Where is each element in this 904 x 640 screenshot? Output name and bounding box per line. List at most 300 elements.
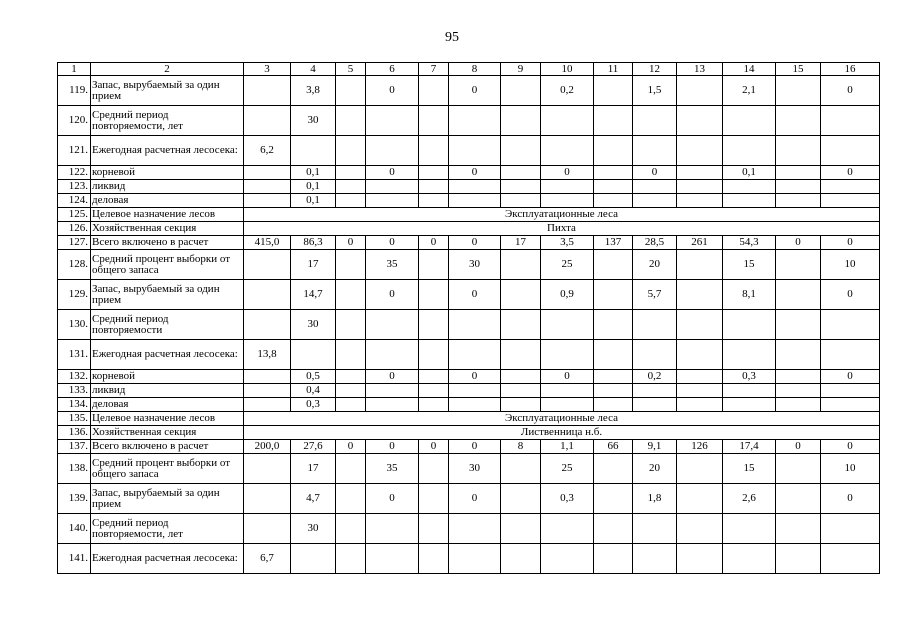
table-cell — [419, 310, 449, 340]
table-cell — [821, 136, 880, 166]
table-cell — [449, 180, 501, 194]
table-cell — [244, 310, 291, 340]
table-cell — [366, 544, 419, 574]
table-cell — [723, 106, 776, 136]
table-cell: 0,5 — [291, 370, 336, 384]
column-header: 10 — [541, 63, 594, 76]
table-cell — [677, 484, 723, 514]
table-cell: 1,1 — [541, 440, 594, 454]
column-header: 8 — [449, 63, 501, 76]
table-cell — [776, 370, 821, 384]
table-cell: 200,0 — [244, 440, 291, 454]
table-cell: 0 — [821, 236, 880, 250]
table-cell: 5,7 — [633, 280, 677, 310]
table-cell: 0 — [449, 370, 501, 384]
table-cell — [336, 384, 366, 398]
table-cell — [366, 136, 419, 166]
row-number: 136. — [58, 426, 91, 440]
row-label: ликвид — [91, 180, 244, 194]
table-cell: 0 — [541, 370, 594, 384]
table-cell — [677, 194, 723, 208]
table-cell — [723, 180, 776, 194]
table-cell: 0 — [336, 440, 366, 454]
table-cell — [366, 310, 419, 340]
table-row — [58, 544, 880, 574]
table-cell — [594, 166, 633, 180]
table-cell — [541, 544, 594, 574]
table-cell — [541, 106, 594, 136]
table-cell — [419, 398, 449, 412]
section-title: Лиственница н.б. — [244, 426, 880, 440]
table-cell — [594, 180, 633, 194]
table-cell — [541, 310, 594, 340]
table-cell — [541, 384, 594, 398]
table-cell: 0,1 — [291, 166, 336, 180]
table-cell: 17 — [291, 454, 336, 484]
row-label: Запас, вырубаемый за один прием — [91, 484, 244, 514]
table-cell — [677, 370, 723, 384]
row-number: 120. — [58, 106, 91, 136]
table-cell: 0,3 — [541, 484, 594, 514]
table-cell: 15 — [723, 250, 776, 280]
page-number: 95 — [445, 30, 459, 45]
table-cell — [821, 310, 880, 340]
table-cell: 0 — [821, 76, 880, 106]
table-cell — [594, 194, 633, 208]
column-header: 13 — [677, 63, 723, 76]
table-header-row — [58, 63, 880, 76]
table-cell — [244, 194, 291, 208]
table-cell — [244, 166, 291, 180]
section-title: Пихта — [244, 222, 880, 236]
row-number: 121. — [58, 136, 91, 166]
table-cell: 17 — [291, 250, 336, 280]
table-cell — [677, 136, 723, 166]
column-header: 9 — [501, 63, 541, 76]
table-row — [58, 514, 880, 544]
table-cell: 86,3 — [291, 236, 336, 250]
column-header: 3 — [244, 63, 291, 76]
table-row — [58, 106, 880, 136]
table-cell — [776, 106, 821, 136]
table-cell — [594, 544, 633, 574]
row-number: 130. — [58, 310, 91, 340]
table-cell: 0,9 — [541, 280, 594, 310]
table-row — [58, 370, 880, 384]
table-row — [58, 398, 880, 412]
table-cell — [291, 340, 336, 370]
table-row — [58, 412, 880, 426]
table-cell: 6,2 — [244, 136, 291, 166]
row-number: 126. — [58, 222, 91, 236]
table-cell: 0,3 — [291, 398, 336, 412]
table-cell — [419, 544, 449, 574]
table-cell — [501, 280, 541, 310]
column-header: 14 — [723, 63, 776, 76]
table-cell: 10 — [821, 454, 880, 484]
table-cell — [291, 544, 336, 574]
table-row — [58, 310, 880, 340]
table-cell — [244, 250, 291, 280]
table-cell: 0 — [541, 166, 594, 180]
table-cell: 0,2 — [541, 76, 594, 106]
row-number: 135. — [58, 412, 91, 426]
table-cell — [677, 340, 723, 370]
column-header: 12 — [633, 63, 677, 76]
table-cell: 0,4 — [291, 384, 336, 398]
table-cell — [449, 398, 501, 412]
table-cell — [723, 514, 776, 544]
table-cell — [244, 370, 291, 384]
table-cell: 126 — [677, 440, 723, 454]
table-cell — [501, 310, 541, 340]
table-cell — [244, 106, 291, 136]
table-cell — [419, 166, 449, 180]
table-cell — [501, 180, 541, 194]
table-cell — [419, 250, 449, 280]
table-cell — [821, 106, 880, 136]
table-cell — [723, 384, 776, 398]
table-cell — [244, 454, 291, 484]
table-cell — [244, 76, 291, 106]
table-cell — [594, 398, 633, 412]
table-cell: 30 — [449, 250, 501, 280]
table-cell — [244, 280, 291, 310]
table-cell — [776, 514, 821, 544]
table-cell — [776, 454, 821, 484]
table-cell: 0 — [633, 166, 677, 180]
table-cell: 25 — [541, 454, 594, 484]
table-cell: 0 — [366, 280, 419, 310]
row-number: 122. — [58, 166, 91, 180]
row-label: Средний процент выборки от общего запаса — [91, 454, 244, 484]
row-label: деловая — [91, 398, 244, 412]
table-cell — [336, 484, 366, 514]
row-number: 127. — [58, 236, 91, 250]
table-cell — [336, 280, 366, 310]
table-cell: 10 — [821, 250, 880, 280]
table-cell — [336, 136, 366, 166]
row-label: деловая — [91, 194, 244, 208]
table-cell — [633, 310, 677, 340]
table-cell: 14,7 — [291, 280, 336, 310]
column-header: 7 — [419, 63, 449, 76]
table-cell — [594, 106, 633, 136]
table-cell — [449, 384, 501, 398]
row-number: 133. — [58, 384, 91, 398]
table-cell — [677, 310, 723, 340]
table-cell: 35 — [366, 454, 419, 484]
table-cell — [336, 250, 366, 280]
table-cell — [633, 180, 677, 194]
table-cell: 54,3 — [723, 236, 776, 250]
row-number: 128. — [58, 250, 91, 280]
table-cell — [776, 194, 821, 208]
row-label: Ежегодная расчетная лесосека: — [91, 544, 244, 574]
table-cell: 0 — [366, 370, 419, 384]
table-row — [58, 280, 880, 310]
table-cell: 35 — [366, 250, 419, 280]
table-cell: 0,3 — [723, 370, 776, 384]
table-cell — [419, 106, 449, 136]
table-cell: 0 — [449, 484, 501, 514]
row-number: 124. — [58, 194, 91, 208]
row-label: корневой — [91, 166, 244, 180]
table-cell: 30 — [291, 310, 336, 340]
table-cell: 17,4 — [723, 440, 776, 454]
table-cell: 0 — [366, 166, 419, 180]
table-cell — [419, 340, 449, 370]
table-cell — [541, 194, 594, 208]
table-cell — [541, 180, 594, 194]
table-cell — [821, 384, 880, 398]
table-cell — [776, 340, 821, 370]
table-cell — [677, 544, 723, 574]
table-cell — [419, 484, 449, 514]
table-cell: 1,5 — [633, 76, 677, 106]
table-cell — [336, 106, 366, 136]
row-label: Запас, вырубаемый за один прием — [91, 76, 244, 106]
table-cell — [501, 398, 541, 412]
table-cell — [336, 370, 366, 384]
table-cell — [366, 194, 419, 208]
table-row — [58, 76, 880, 106]
table-cell — [821, 398, 880, 412]
table-cell — [541, 136, 594, 166]
row-label: Средний процент выборки от общего запаса — [91, 250, 244, 280]
table-cell — [677, 180, 723, 194]
table-cell — [501, 514, 541, 544]
table-cell — [449, 194, 501, 208]
table-cell: 0 — [449, 166, 501, 180]
row-label: Ежегодная расчетная лесосека: — [91, 340, 244, 370]
table-cell — [336, 166, 366, 180]
table-cell — [501, 194, 541, 208]
table-cell — [419, 180, 449, 194]
row-number: 119. — [58, 76, 91, 106]
table-cell: 1,8 — [633, 484, 677, 514]
table-row — [58, 136, 880, 166]
table-cell — [633, 340, 677, 370]
table-cell — [776, 166, 821, 180]
row-label: Всего включено в расчет — [91, 440, 244, 454]
table-cell — [336, 194, 366, 208]
forest-table — [57, 62, 880, 574]
table-cell: 30 — [291, 106, 336, 136]
table-cell: 8 — [501, 440, 541, 454]
table-cell — [336, 76, 366, 106]
table-cell: 0 — [821, 370, 880, 384]
table-cell: 3,8 — [291, 76, 336, 106]
table-cell — [633, 384, 677, 398]
row-label: Хозяйственная секция — [91, 426, 244, 440]
table-row — [58, 222, 880, 236]
row-label: Средний период повторяемости — [91, 310, 244, 340]
table-row — [58, 194, 880, 208]
table-cell — [501, 136, 541, 166]
table-cell — [594, 250, 633, 280]
table-cell — [336, 180, 366, 194]
table-cell — [633, 398, 677, 412]
row-number: 123. — [58, 180, 91, 194]
table-cell — [336, 398, 366, 412]
table-cell — [419, 136, 449, 166]
table-cell — [594, 454, 633, 484]
table-cell — [244, 398, 291, 412]
table-cell — [449, 544, 501, 574]
table-cell: 13,8 — [244, 340, 291, 370]
table-cell — [776, 310, 821, 340]
table-cell — [677, 454, 723, 484]
table-cell — [821, 180, 880, 194]
section-title: Эксплуатационные леса — [244, 412, 880, 426]
table-cell — [501, 106, 541, 136]
table-cell: 0 — [776, 440, 821, 454]
row-label: ликвид — [91, 384, 244, 398]
table-cell — [594, 514, 633, 544]
table-cell: 0 — [419, 236, 449, 250]
table-cell — [449, 514, 501, 544]
table-cell — [776, 250, 821, 280]
table-cell — [336, 310, 366, 340]
table-cell — [244, 484, 291, 514]
table-cell — [501, 76, 541, 106]
row-number: 138. — [58, 454, 91, 484]
table-cell — [633, 194, 677, 208]
table-cell — [419, 370, 449, 384]
table-cell — [366, 340, 419, 370]
row-label: Средний период повторяемости, лет — [91, 106, 244, 136]
table-row — [58, 250, 880, 280]
row-label: Целевое назначение лесов — [91, 208, 244, 222]
table-cell: 8,1 — [723, 280, 776, 310]
table-cell — [501, 384, 541, 398]
table-cell — [776, 544, 821, 574]
table-cell — [677, 250, 723, 280]
table-cell: 4,7 — [291, 484, 336, 514]
table-row — [58, 166, 880, 180]
table-cell — [821, 194, 880, 208]
table-cell — [541, 340, 594, 370]
table-cell — [419, 514, 449, 544]
table-cell — [449, 340, 501, 370]
table-cell — [633, 544, 677, 574]
table-cell — [723, 340, 776, 370]
table-cell: 0 — [366, 236, 419, 250]
table-cell — [776, 280, 821, 310]
row-label: Всего включено в расчет — [91, 236, 244, 250]
column-header: 11 — [594, 63, 633, 76]
row-label: Целевое назначение лесов — [91, 412, 244, 426]
table-cell: 15 — [723, 454, 776, 484]
table-cell: 30 — [291, 514, 336, 544]
column-header: 4 — [291, 63, 336, 76]
row-label: Средний период повторяемости, лет — [91, 514, 244, 544]
column-header: 6 — [366, 63, 419, 76]
table-cell — [336, 454, 366, 484]
table-cell — [594, 484, 633, 514]
table-cell: 0 — [821, 440, 880, 454]
table-cell: 0 — [336, 236, 366, 250]
table-cell — [723, 310, 776, 340]
table-cell — [336, 544, 366, 574]
table-cell — [821, 514, 880, 544]
table-cell — [776, 398, 821, 412]
table-cell — [776, 180, 821, 194]
table-cell: 0,1 — [291, 194, 336, 208]
table-cell — [723, 398, 776, 412]
table-cell — [723, 136, 776, 166]
table-cell — [594, 76, 633, 106]
table-cell: 0 — [449, 236, 501, 250]
table-cell: 0 — [449, 440, 501, 454]
table-cell — [501, 484, 541, 514]
table-cell: 0,1 — [723, 166, 776, 180]
column-header: 15 — [776, 63, 821, 76]
row-number: 132. — [58, 370, 91, 384]
table-cell — [366, 384, 419, 398]
row-number: 125. — [58, 208, 91, 222]
table-cell: 9,1 — [633, 440, 677, 454]
table-cell: 17 — [501, 236, 541, 250]
table-row — [58, 340, 880, 370]
table-cell — [366, 180, 419, 194]
row-number: 140. — [58, 514, 91, 544]
table-cell: 0 — [419, 440, 449, 454]
table-cell: 25 — [541, 250, 594, 280]
section-title: Эксплуатационные леса — [244, 208, 880, 222]
table-row — [58, 180, 880, 194]
table-cell — [501, 340, 541, 370]
table-cell: 0 — [449, 76, 501, 106]
table-cell: 0 — [366, 440, 419, 454]
table-cell: 415,0 — [244, 236, 291, 250]
column-header: 1 — [58, 63, 91, 76]
table-cell — [419, 280, 449, 310]
table-cell: 30 — [449, 454, 501, 484]
table-cell — [677, 280, 723, 310]
row-label: Хозяйственная секция — [91, 222, 244, 236]
row-number: 139. — [58, 484, 91, 514]
table-cell: 2,6 — [723, 484, 776, 514]
table-cell: 3,5 — [541, 236, 594, 250]
table-cell — [633, 514, 677, 544]
table-body — [58, 76, 880, 574]
table-cell — [419, 454, 449, 484]
table-cell — [449, 310, 501, 340]
table-cell — [776, 136, 821, 166]
table-cell — [677, 384, 723, 398]
table-row — [58, 236, 880, 250]
table-cell — [366, 514, 419, 544]
table-cell: 261 — [677, 236, 723, 250]
table-cell: 0 — [821, 166, 880, 180]
table-cell — [821, 340, 880, 370]
table-cell — [501, 250, 541, 280]
table-cell: 2,1 — [723, 76, 776, 106]
table-cell — [594, 310, 633, 340]
table-cell: 66 — [594, 440, 633, 454]
table-cell — [244, 514, 291, 544]
table-cell — [776, 76, 821, 106]
row-number: 134. — [58, 398, 91, 412]
table-cell — [594, 280, 633, 310]
table-cell — [633, 106, 677, 136]
table-cell — [594, 384, 633, 398]
table-cell: 0,1 — [291, 180, 336, 194]
row-label: Запас, вырубаемый за один прием — [91, 280, 244, 310]
table-cell — [776, 484, 821, 514]
